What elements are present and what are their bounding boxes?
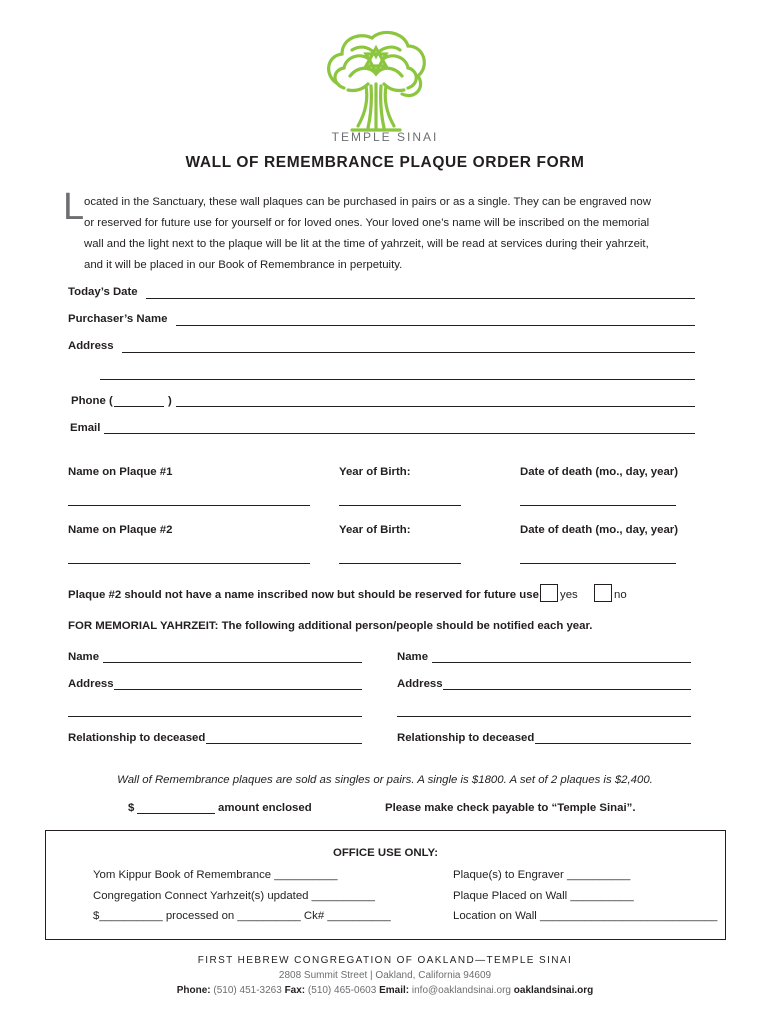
address-field-line2[interactable]: [100, 379, 695, 380]
yahrzeit2-address-label: Address: [397, 678, 443, 690]
plaque1-death-field[interactable]: [520, 505, 676, 506]
drop-cap: L: [63, 186, 85, 228]
yahrzeit1-name-label: Name: [68, 651, 100, 663]
yahrzeit2-relationship-label: Relationship to deceased: [397, 732, 535, 744]
yahrzeit2-name-label: Name: [397, 651, 429, 663]
footer-email-link[interactable]: info@oaklandsinai.org: [411, 985, 511, 996]
plaque1-death-label: Date of death (mo., day, year): [520, 466, 679, 478]
yahrzeit2-name-field[interactable]: [432, 662, 691, 663]
amount-enclosed-label: amount enclosed: [218, 802, 312, 814]
amount-enclosed-field[interactable]: [137, 813, 215, 814]
yahrzeit1-relationship-field[interactable]: [206, 743, 362, 744]
pricing-notice: Wall of Remembrance plaques are sold as singles or pairs. A single is $1800. A set of 2 plaques is $2,400.: [117, 774, 653, 786]
yahrzeit1-name-field[interactable]: [103, 662, 362, 663]
intro-paragraph: [84, 192, 704, 276]
plaque2-name-label: Name on Plaque #2: [68, 524, 173, 536]
purchaser-name-field[interactable]: [176, 325, 695, 326]
plaque2-death-field[interactable]: [520, 563, 676, 564]
plaque2-death-label: Date of death (mo., day, year): [520, 524, 679, 536]
office-processed: $__________ processed on __________ Ck# __________: [93, 910, 391, 922]
email-label: Email: [70, 422, 101, 434]
phone-paren-close: ): [168, 395, 172, 407]
office-use-title: OFFICE USE ONLY:: [332, 847, 439, 859]
office-yahrzeit-updated: Congregation Connect Yarhzeit(s) updated __________: [93, 890, 376, 902]
yahrzeit1-relationship-label: Relationship to deceased: [68, 732, 206, 744]
footer-contact: [0, 985, 770, 996]
yahrzeit1-address-field-line2[interactable]: [68, 716, 362, 717]
temple-sinai-logo: [318, 26, 434, 146]
yes-checkbox[interactable]: [540, 584, 558, 602]
yahrzeit2-address-field[interactable]: [443, 689, 691, 690]
reserve-yes-option[interactable]: [540, 586, 578, 604]
intro-line: ocated in the Sanctuary, these wall plaques can be purchased in pairs or as a single. They can be engraved now: [84, 196, 651, 208]
plaque2-name-field[interactable]: [68, 563, 310, 564]
footer-fax: (510) 465-0603: [307, 985, 377, 996]
plaque1-birth-label: Year of Birth:: [339, 466, 411, 478]
footer-fax-label: Fax:: [284, 985, 306, 996]
todays-date-label: Today’s Date: [68, 286, 138, 298]
no-checkbox[interactable]: [594, 584, 612, 602]
phone-field[interactable]: [176, 406, 695, 407]
office-placed: Plaque Placed on Wall __________: [453, 890, 634, 902]
footer-phone-label: Phone:: [176, 985, 211, 996]
reserve-text: Plaque #2 should not have a name inscribed now but should be reserved for future use: [68, 589, 539, 601]
footer-email-label: Email:: [379, 985, 410, 996]
intro-line: and it will be placed in our Book of Remembrance in perpetuity.: [84, 259, 403, 271]
intro-line: wall and the light next to the plaque will be lit at the time of yahrzeit, will be read at services during their yahrzeit,: [84, 238, 649, 250]
plaque1-birth-field[interactable]: [339, 505, 461, 506]
intro-line: or reserved for future use for yourself or for loved ones. Your loved one’s name will be inscribed on the memorial: [84, 217, 650, 229]
office-engraver: Plaque(s) to Engraver __________: [453, 869, 631, 881]
plaque1-name-label: Name on Plaque #1: [68, 466, 173, 478]
yahrzeit2-address-field-line2[interactable]: [397, 716, 691, 717]
todays-date-field[interactable]: [146, 298, 695, 299]
dollar-sign: $: [128, 802, 135, 814]
footer-phone: (510) 451-3263: [213, 985, 282, 996]
reserve-no-option[interactable]: [594, 586, 627, 604]
yahrzeit1-address-label: Address: [68, 678, 114, 690]
tree-logo-icon: [318, 26, 434, 136]
yahrzeit1-address-field[interactable]: [114, 689, 362, 690]
no-label: no: [614, 589, 627, 602]
email-field[interactable]: [104, 433, 695, 434]
purchaser-name-label: Purchaser’s Name: [68, 313, 168, 325]
yes-label: yes: [560, 589, 578, 602]
footer-congregation: FIRST HEBREW CONGREGATION OF OAKLAND—TEMPLE SINAI: [197, 955, 573, 966]
yahrzeit-heading: FOR MEMORIAL YAHRZEIT: The following additional person/people should be notified each year.: [68, 620, 593, 632]
yahrzeit2-relationship-field[interactable]: [535, 743, 691, 744]
footer-address: 2808 Summit Street | Oakland, California 94609: [278, 970, 492, 981]
plaque2-birth-field[interactable]: [339, 563, 461, 564]
plaque1-name-field[interactable]: [68, 505, 310, 506]
office-book-of-remembrance: Yom Kippur Book of Remembrance __________: [93, 869, 338, 881]
footer-website-link[interactable]: oaklandsinai.org: [513, 985, 594, 996]
office-use-box: [45, 830, 726, 940]
org-name: TEMPLE SINAI: [331, 130, 439, 144]
payable-note: Please make check payable to “Temple Sinai”.: [385, 802, 636, 814]
phone-label: Phone (: [71, 395, 113, 407]
form-title: WALL OF REMEMBRANCE PLAQUE ORDER FORM: [185, 154, 585, 171]
address-label: Address: [68, 340, 114, 352]
phone-area-code-field[interactable]: [114, 406, 164, 407]
reserve-question: [68, 589, 539, 601]
office-location: Location on Wall ____________________________: [453, 910, 718, 922]
address-field-line1[interactable]: [122, 352, 695, 353]
plaque2-birth-label: Year of Birth:: [339, 524, 411, 536]
